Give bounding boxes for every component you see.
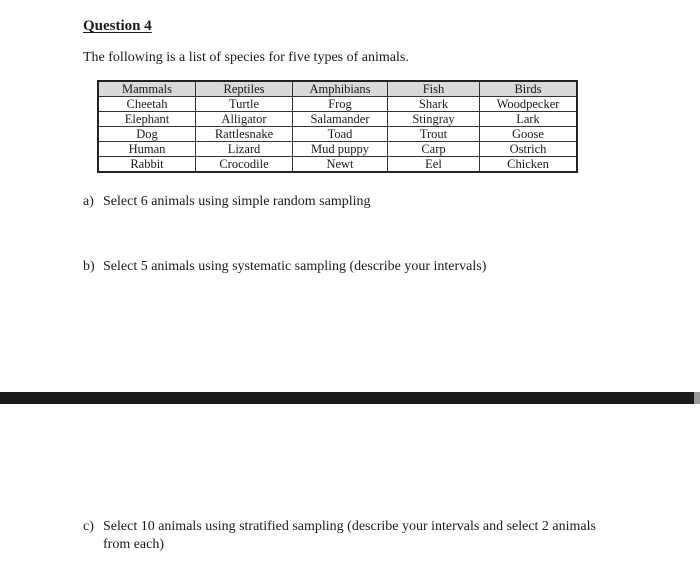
table-cell: Turtle <box>196 97 293 112</box>
table-cell: Rattlesnake <box>196 127 293 142</box>
part-a <box>83 193 371 211</box>
table-cell: Toad <box>293 127 388 142</box>
table-cell: Crocodile <box>196 157 293 173</box>
table-cell: Cheetah <box>98 97 196 112</box>
table-cell: Ostrich <box>480 142 578 157</box>
part-c-label: c) <box>83 519 94 534</box>
part-b-label: b) <box>83 259 95 274</box>
table-row <box>98 97 577 112</box>
species-table <box>97 80 578 173</box>
question-intro: The following is a list of species for five types of animals. <box>83 50 409 65</box>
table-header-cell: Amphibians <box>293 81 388 97</box>
table-cell: Alligator <box>196 112 293 127</box>
table-header-row <box>98 81 577 97</box>
part-c-text-line2: from each) <box>103 537 165 552</box>
table-cell: Rabbit <box>98 157 196 173</box>
part-b <box>83 258 486 276</box>
table-cell: Lizard <box>196 142 293 157</box>
part-b-text: Select 5 animals using systematic sampling (describe your intervals) <box>103 259 487 274</box>
table-cell: Lark <box>480 112 578 127</box>
table-cell: Newt <box>293 157 388 173</box>
table-row <box>98 157 577 173</box>
table-header-cell: Mammals <box>98 81 196 97</box>
table-cell: Eel <box>388 157 480 173</box>
question-title: Question 4 <box>83 18 152 34</box>
part-a-label: a) <box>83 194 94 209</box>
part-a-text: Select 6 animals using simple random sampling <box>103 194 371 209</box>
table-cell: Chicken <box>480 157 578 173</box>
page-divider <box>0 392 700 404</box>
part-c-text-line1: Select 10 animals using stratified sampling (describe your intervals and select 2 animals <box>103 519 596 534</box>
table-cell: Frog <box>293 97 388 112</box>
table-row <box>98 127 577 142</box>
table-row <box>98 142 577 157</box>
table-cell: Mud puppy <box>293 142 388 157</box>
table-cell: Shark <box>388 97 480 112</box>
table-row <box>98 112 577 127</box>
table-cell: Stingray <box>388 112 480 127</box>
table-cell: Human <box>98 142 196 157</box>
table-header-cell: Birds <box>480 81 578 97</box>
table-cell: Goose <box>480 127 578 142</box>
table-header-cell: Fish <box>388 81 480 97</box>
table-cell: Elephant <box>98 112 196 127</box>
table-cell: Woodpecker <box>480 97 578 112</box>
table-cell: Dog <box>98 127 196 142</box>
table-cell: Salamander <box>293 112 388 127</box>
table-cell: Carp <box>388 142 480 157</box>
table-header-cell: Reptiles <box>196 81 293 97</box>
table-cell: Trout <box>388 127 480 142</box>
page-divider-edge <box>694 392 700 404</box>
part-c <box>83 518 643 554</box>
